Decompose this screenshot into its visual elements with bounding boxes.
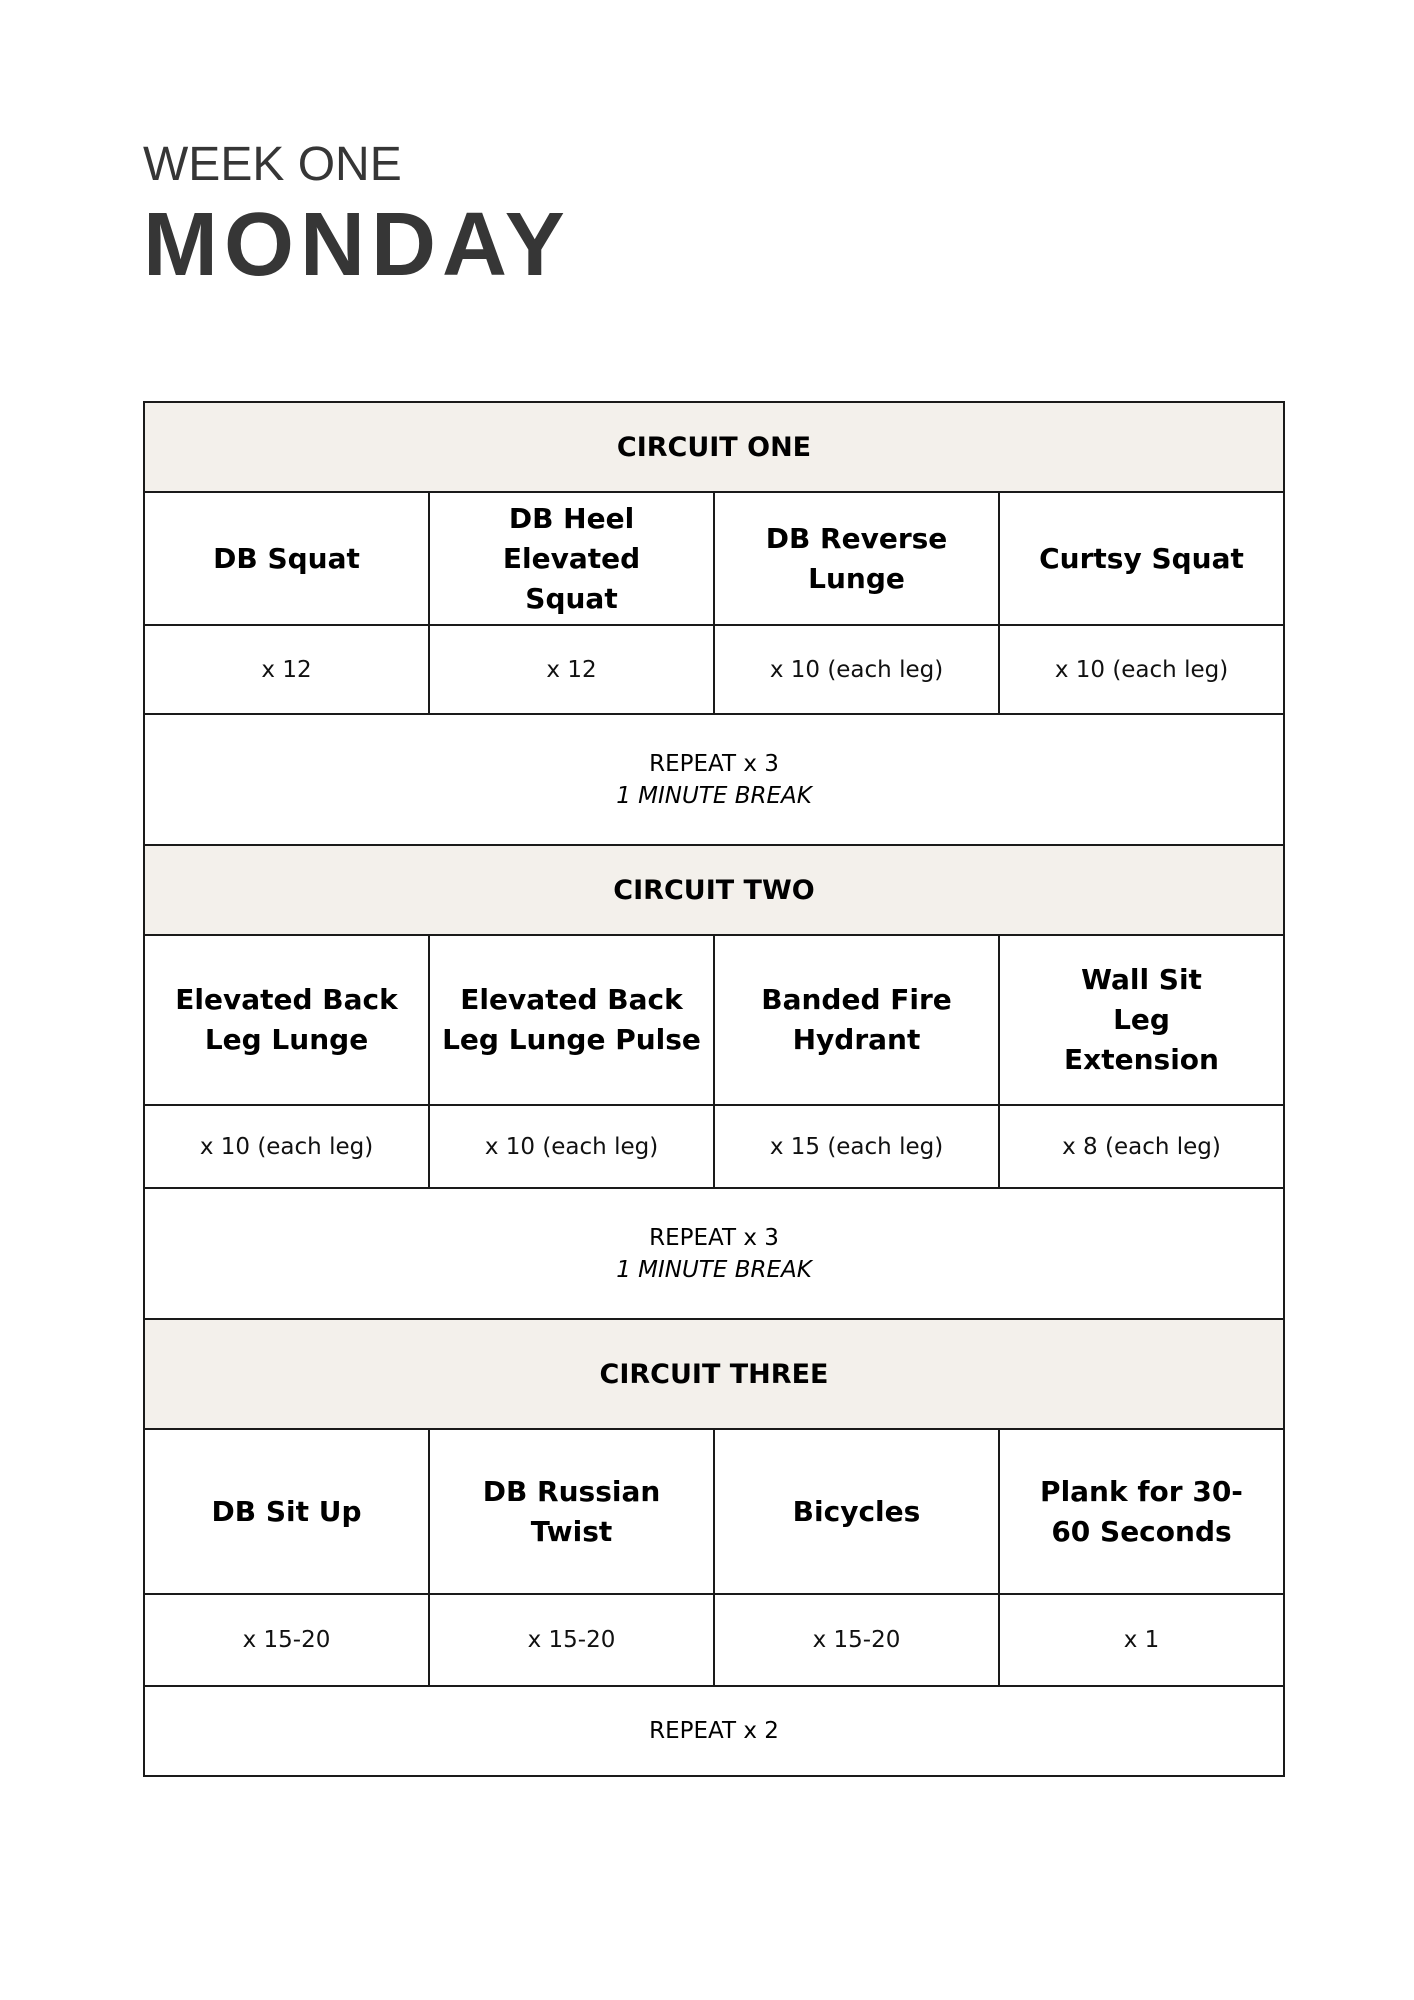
exercise-name: DB Sit Up [144,1429,429,1594]
repeat-cell [144,1188,1284,1319]
exercise-name: DB Reverse Lunge [714,492,999,625]
break-text: 1 MINUTE BREAK [616,782,812,809]
workout-table [143,401,1285,1777]
repeat-row [144,1188,1284,1319]
reps-value: x 15 (each leg) [714,1105,999,1188]
reps-value: x 1 [999,1594,1284,1686]
reps-value: x 10 (each leg) [714,625,999,714]
exercise-row [144,492,1284,625]
circuit-title: CIRCUIT THREE [144,1319,1284,1429]
exercise-row [144,1429,1284,1594]
exercise-name: Plank for 30-60 Seconds [999,1429,1284,1594]
exercise-name: Banded Fire Hydrant [714,935,999,1105]
repeat-cell [144,714,1284,845]
circuit-header-row [144,845,1284,935]
circuit-header-row [144,1319,1284,1429]
exercise-row [144,935,1284,1105]
exercise-name: Bicycles [714,1429,999,1594]
repeat-row [144,1686,1284,1776]
repeat-text: REPEAT x 3 [649,1224,779,1251]
page-header [143,135,571,295]
reps-value: x 15-20 [144,1594,429,1686]
reps-value: x 8 (each leg) [999,1105,1284,1188]
reps-value: x 12 [429,625,714,714]
exercise-name: DB Heel Elevated Squat [429,492,714,625]
repeat-cell [144,1686,1284,1776]
reps-value: x 12 [144,625,429,714]
reps-row [144,1105,1284,1188]
exercise-name: Wall Sit Leg Extension [999,935,1284,1105]
repeat-row [144,714,1284,845]
repeat-text: REPEAT x 3 [649,750,779,777]
reps-value: x 15-20 [714,1594,999,1686]
circuit-title: CIRCUIT ONE [144,402,1284,492]
exercise-name: Elevated Back Leg Lunge [144,935,429,1105]
reps-row [144,625,1284,714]
exercise-name: DB Russian Twist [429,1429,714,1594]
reps-row [144,1594,1284,1686]
exercise-name: Curtsy Squat [999,492,1284,625]
reps-value: x 10 (each leg) [144,1105,429,1188]
week-label: WEEK ONE [143,138,402,191]
reps-value: x 10 (each leg) [999,625,1284,714]
break-text: 1 MINUTE BREAK [616,1256,812,1283]
day-title: MONDAY [143,195,571,295]
exercise-name: DB Squat [144,492,429,625]
reps-value: x 10 (each leg) [429,1105,714,1188]
exercise-name: Elevated Back Leg Lunge Pulse [429,935,714,1105]
circuit-title: CIRCUIT TWO [144,845,1284,935]
repeat-text: REPEAT x 2 [649,1718,779,1744]
reps-value: x 15-20 [429,1594,714,1686]
circuit-header-row [144,402,1284,492]
